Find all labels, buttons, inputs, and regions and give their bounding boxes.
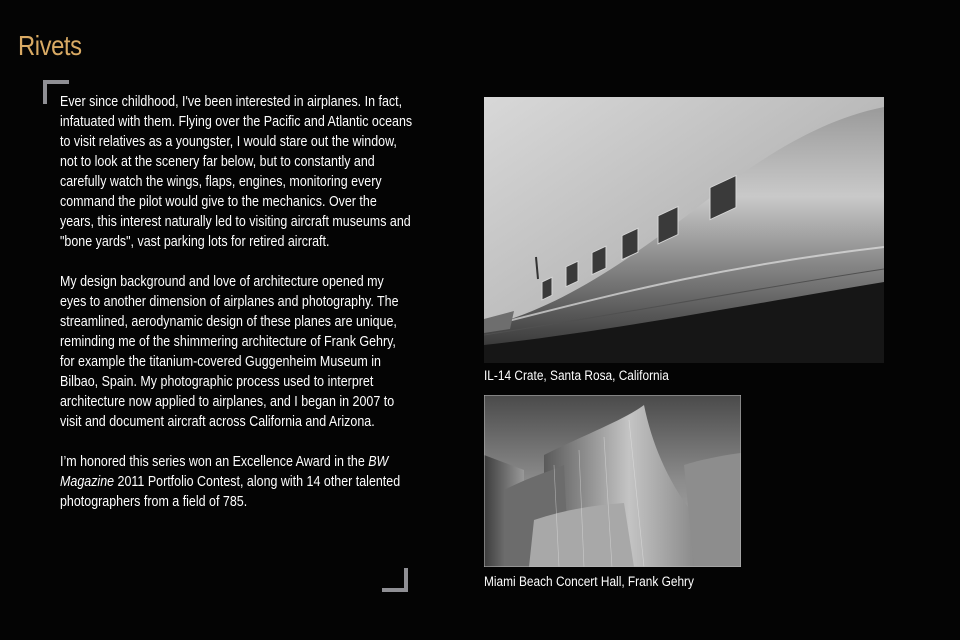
concert-hall-photo[interactable]: [484, 395, 741, 567]
airplane-photo[interactable]: [484, 97, 884, 363]
page-title: Rivets: [18, 30, 82, 61]
airplane-image: [484, 97, 884, 363]
photo-caption-2: Miami Beach Concert Hall, Frank Gehry: [484, 574, 694, 589]
bracket-bottom-right: [382, 568, 408, 592]
paragraph-3-end: 2011 Portfolio Contest, along with 14 other talented photographers from a field of 785.: [60, 474, 401, 510]
magazine-name: BW Magazine: [60, 454, 389, 490]
paragraph-2: My design background and love of architecture opened my eyes to another dimension of airplanes and photography. The streamlined, aerodynamic design of these planes are unique, reminding me of the shimmering architecture of Frank Gehry, for example the titanium-covered Guggenheim Museum in Bilbao, Spain. My photographic process used to interpret architecture now applied to airplanes, and I began in 2007 to visit and document aircraft across California and Arizona.: [60, 274, 399, 430]
paragraph-3: [60, 452, 413, 512]
paragraph-3-start: I’m honored this series won an Excellence Award in the: [60, 454, 369, 470]
photo-caption-1: IL-14 Crate, Santa Rosa, California: [484, 368, 669, 383]
concert-hall-image: [484, 395, 741, 567]
description-text: [60, 92, 413, 532]
paragraph-1: Ever since childhood, I've been interested in airplanes. In fact, infatuated with them. Flying over the Pacific and Atlantic oceans to visit relatives as a youngster, I would stare out the window, not to look at the scenery far below, but to constantly and carefully watch the wings, flaps, engines, monitoring every command the pilot would give to the mechanics. Over the years, this interest naturally led to visiting aircraft museums and "bone yards", vast parking lots for retired aircraft.: [60, 94, 413, 250]
